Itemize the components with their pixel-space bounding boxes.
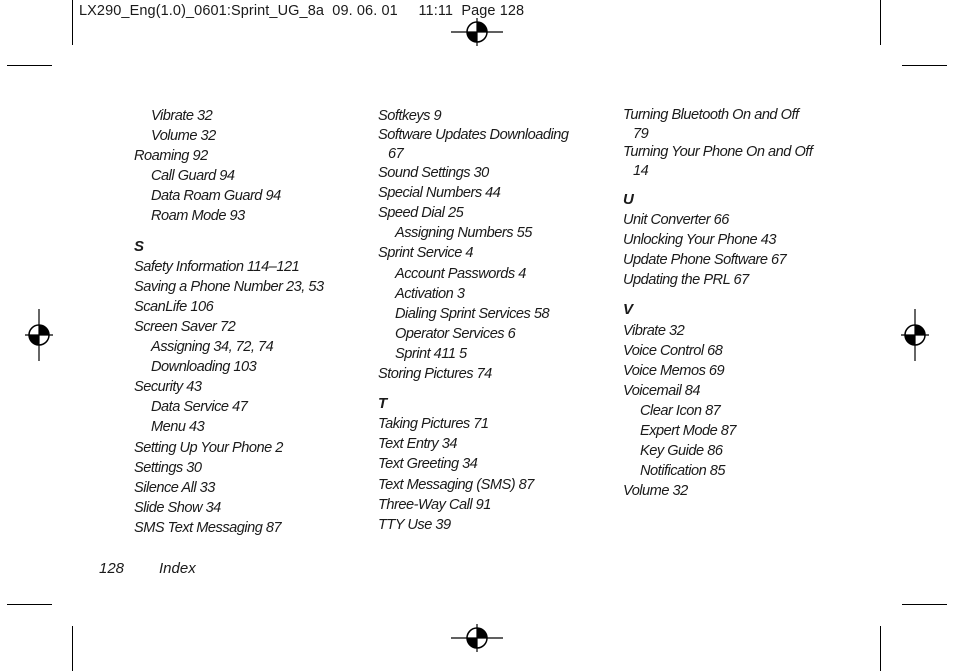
index-subentry: Notification 85	[640, 463, 725, 480]
index-entry: Silence All 33	[134, 479, 215, 496]
index-subentry: Data Roam Guard 94	[151, 188, 281, 205]
index-entry: Three-Way Call 91	[378, 496, 491, 513]
index-entry: Safety Information 114–121	[134, 258, 300, 275]
index-entry: Sprint Service 4	[378, 245, 474, 262]
registration-mark-left-icon	[23, 309, 55, 361]
index-column-2	[378, 106, 613, 535]
index-entry: Setting Up Your Phone 2	[134, 439, 283, 456]
index-entry: Update Phone Software 67	[623, 252, 787, 269]
index-entry: Settings 30	[134, 459, 202, 476]
print-slug: LX290_Eng(1.0)_0601:Sprint_UG_8a 09. 06. 01 11:11 Page 128	[79, 3, 525, 19]
index-entry: Unlocking Your Phone 43	[623, 232, 776, 249]
index-entry: TTY Use 39	[378, 516, 451, 533]
index-entry: Screen Saver 72	[134, 318, 236, 335]
index-letter-heading: T	[378, 395, 387, 413]
registration-mark-bottom-icon	[451, 622, 503, 654]
index-entry: Slide Show 34	[134, 499, 221, 516]
index-entry: Text Entry 34	[378, 436, 457, 453]
index-subentry: Roam Mode 93	[151, 208, 245, 225]
index-letter-heading: U	[623, 191, 634, 208]
registration-mark-right-icon	[899, 309, 931, 361]
index-subentry: Menu 43	[151, 419, 205, 436]
index-subentry: Activation 3	[395, 285, 465, 302]
index-entry: Updating the PRL 67	[623, 272, 749, 289]
index-entry: Roaming 92	[134, 148, 208, 165]
index-subentry: Vibrate 32	[151, 108, 213, 124]
crop-mark-bottom-left-v	[72, 626, 73, 671]
index-subentry: Expert Mode 87	[640, 423, 737, 440]
index-column-3	[623, 106, 863, 501]
index-entry: Text Messaging (SMS) 87	[378, 476, 534, 493]
footer-section-label: Index	[159, 560, 196, 577]
crop-mark-bottom-right-h	[902, 604, 947, 605]
index-subentry: Clear Icon 87	[640, 402, 721, 419]
index-subentry: Data Service 47	[151, 399, 248, 416]
crop-mark-top-left-v	[72, 0, 73, 45]
index-entry: Volume 32	[623, 483, 688, 500]
index-letter-heading: V	[623, 301, 633, 319]
index-entry-continuation: 79	[633, 125, 649, 142]
index-subentry: Operator Services 6	[395, 325, 516, 342]
index-entry: Voicemail 84	[623, 382, 701, 399]
index-entry: Vibrate 32	[623, 322, 685, 339]
index-entry-continuation: 14	[633, 162, 649, 179]
index-entry: Special Numbers 44	[378, 185, 501, 202]
index-entry: Storing Pictures 74	[378, 366, 492, 383]
index-entry: Software Updates Downloading	[378, 127, 569, 144]
crop-mark-top-right-h	[902, 65, 947, 66]
index-entry: Sound Settings 30	[378, 165, 489, 182]
index-subentry: Key Guide 86	[640, 443, 723, 460]
index-entry: Voice Memos 69	[623, 362, 725, 379]
index-subentry: Volume 32	[151, 128, 216, 145]
index-letter-heading: S	[134, 237, 144, 255]
index-column-1	[134, 106, 364, 538]
index-entry: Unit Converter 66	[623, 212, 729, 229]
index-subentry: Call Guard 94	[151, 168, 235, 185]
registration-mark-top-icon	[451, 16, 503, 48]
index-subentry: Assigning Numbers 55	[395, 225, 532, 242]
index-subentry: Dialing Sprint Services 58	[395, 305, 550, 322]
index-entry: Turning Bluetooth On and Off	[623, 107, 799, 123]
index-entry: Voice Control 68	[623, 342, 723, 359]
index-subentry: Account Passwords 4	[395, 265, 526, 282]
index-subentry: Assigning 34, 72, 74	[151, 339, 274, 356]
footer-page-number: 128	[99, 560, 125, 577]
crop-mark-bottom-right-v	[880, 626, 881, 671]
index-subentry: Sprint 411 5	[395, 345, 467, 362]
index-entry: ScanLife 106	[134, 298, 214, 315]
index-entry-continuation: 67	[388, 145, 404, 162]
index-entry: Turning Your Phone On and Off	[623, 144, 813, 160]
index-subentry: Downloading 103	[151, 359, 257, 376]
index-entry: SMS Text Messaging 87	[134, 519, 282, 536]
index-entry: Taking Pictures 71	[378, 416, 489, 433]
index-entry: Security 43	[134, 379, 202, 396]
crop-mark-bottom-left-h	[7, 604, 52, 605]
index-entry: Softkeys 9	[378, 108, 442, 124]
crop-mark-top-left-h	[7, 65, 52, 66]
index-entry: Saving a Phone Number 23, 53	[134, 278, 324, 295]
crop-mark-top-right-v	[880, 0, 881, 45]
index-entry: Speed Dial 25	[378, 205, 464, 222]
index-entry: Text Greeting 34	[378, 456, 478, 473]
